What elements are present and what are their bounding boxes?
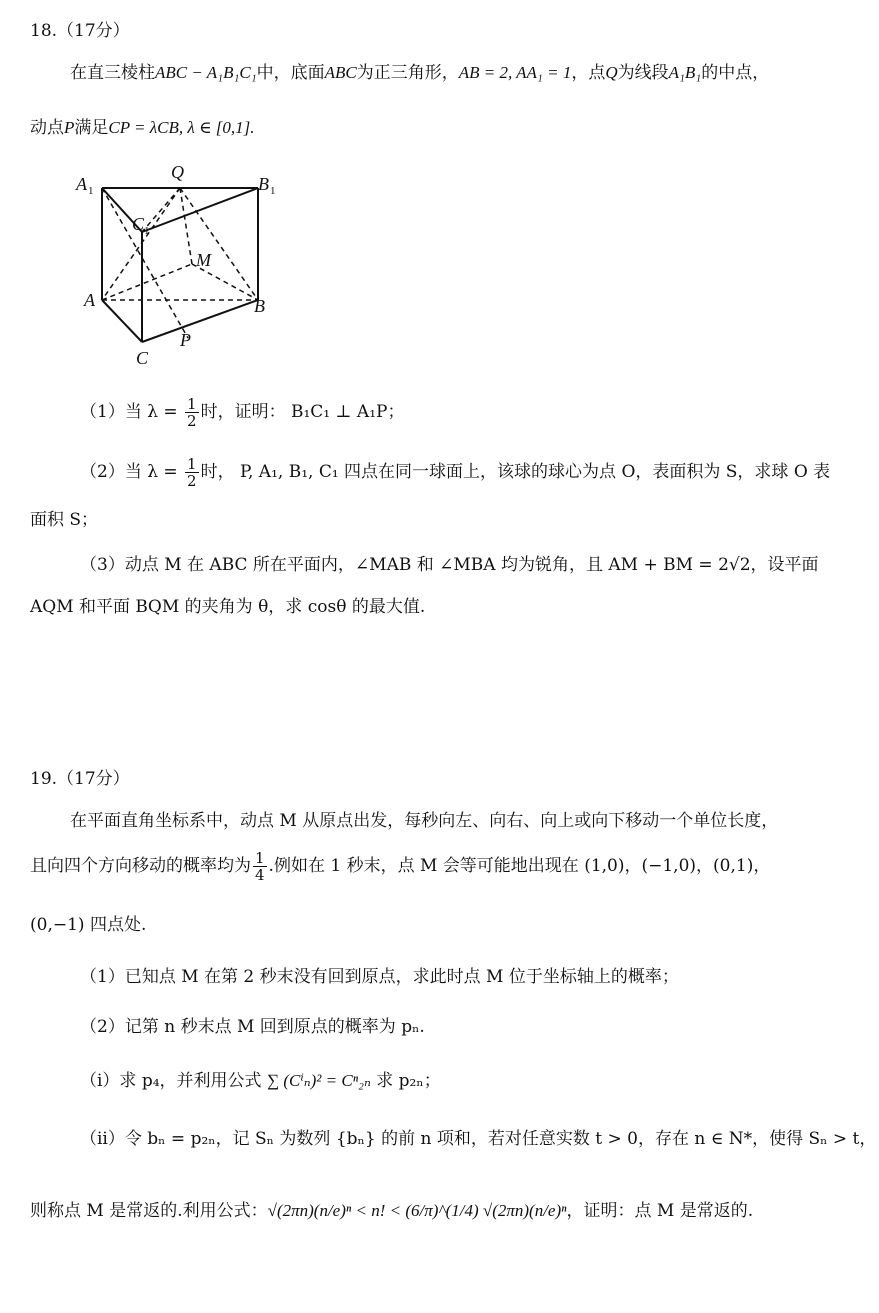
binomial-sum-formula: ∑ (Cⁱₙ)² = Cⁿ₂ₙ: [266, 1071, 371, 1090]
problem-18-part2: （2）当 λ = $\frac{1}{2}$ 时， P, A₁, B₁, C₁ 四点在同一球面上，该球的球心为点 O，表面积为 S，求球 O 表: [80, 455, 831, 490]
fraction-half: $\frac{1}{2}$: [187, 395, 197, 430]
problem-19-header: 19.（17分）: [30, 769, 130, 789]
problem-18-part2-cont: 面积 S；: [30, 510, 99, 530]
fraction-quarter: $\frac{1}{4}$: [255, 849, 265, 884]
stirling-formula: √(2πn)(n/e)ⁿ < n! < (6/π)^(1/4) √(2πn)(n/e)ⁿ: [267, 1201, 567, 1220]
label-B1-sub: 1: [270, 185, 276, 197]
problem-19-part2ii: （ii）令 bₙ = p₂ₙ，记 Sₙ 为数列 {bₙ} 的前 n 项和，若对任意实数 t > 0，存在 n ∈ N*，使得 Sₙ > t，: [80, 1129, 877, 1149]
label-A: A: [84, 290, 95, 310]
problem-19-intro-line2: 且向四个方向移动的概率均为 $\frac{1}{4}$ .例如在 1 秒末，点 M 会等可能地出现在 (1,0)，(−1,0)，(0,1)，: [30, 849, 771, 884]
problem-19-part2ii-cont: 则称点 M 是常返的.利用公式：√(2πn)(n/e)ⁿ < n! < (6/π)^(1/4) √(2πn)(n/e)ⁿ，证明：点 M 是常返的.: [30, 1201, 754, 1221]
problem-18-part3: （3）动点 M 在 ABC 所在平面内，∠MAB 和 ∠MBA 均为锐角，且 AM + BM = 2√2，设平面: [80, 555, 819, 575]
label-P: P: [180, 330, 191, 350]
problem-19-part2i: （i）求 p₄，并利用公式 ∑ (Cⁱₙ)² = Cⁿ₂ₙ 求 p₂ₙ；: [80, 1071, 441, 1091]
problem-19-part1: （1）已知点 M 在第 2 秒末没有回到原点，求此时点 M 位于坐标轴上的概率；: [80, 967, 679, 987]
label-C1-sub: 1: [144, 225, 150, 237]
problem-19-intro-line3: (0,−1) 四点处.: [30, 915, 147, 935]
label-C1: C: [132, 214, 145, 234]
fraction-half: $\frac{1}{2}$: [187, 455, 197, 490]
problem-18-intro-line2: 动点P满足CP = λCB, λ ∈ [0,1].: [30, 118, 255, 138]
problem-18-intro-line1: 在直三棱柱ABC − A₁B₁C₁中，底面ABC为正三角形，AB = 2, AA₁ = 1，点Q为线段A₁B₁的中点，: [70, 63, 770, 83]
label-Q: Q: [171, 162, 184, 182]
label-A1-sub: 1: [88, 185, 94, 197]
label-M: M: [196, 250, 211, 270]
prism-figure: [70, 160, 290, 375]
problem-19-part2: （2）记第 n 秒末点 M 回到原点的概率为 pₙ.: [80, 1017, 425, 1037]
problem-18-part1: （1）当 λ = $\frac{1}{2}$ 时，证明： B₁C₁ ⊥ A₁P；: [80, 395, 405, 430]
label-B: B: [254, 296, 265, 316]
problem-19-intro-line1: 在平面直角坐标系中，动点 M 从原点出发，每秒向左、向右、向上或向下移动一个单位长度，: [70, 811, 779, 831]
label-B1: B: [258, 174, 269, 194]
label-A1: A: [76, 174, 87, 194]
problem-18-header: 18.（17分）: [30, 21, 130, 41]
label-C: C: [136, 348, 149, 368]
problem-18-part3-cont: AQM 和平面 BQM 的夹角为 θ，求 cosθ 的最大值.: [30, 597, 426, 617]
